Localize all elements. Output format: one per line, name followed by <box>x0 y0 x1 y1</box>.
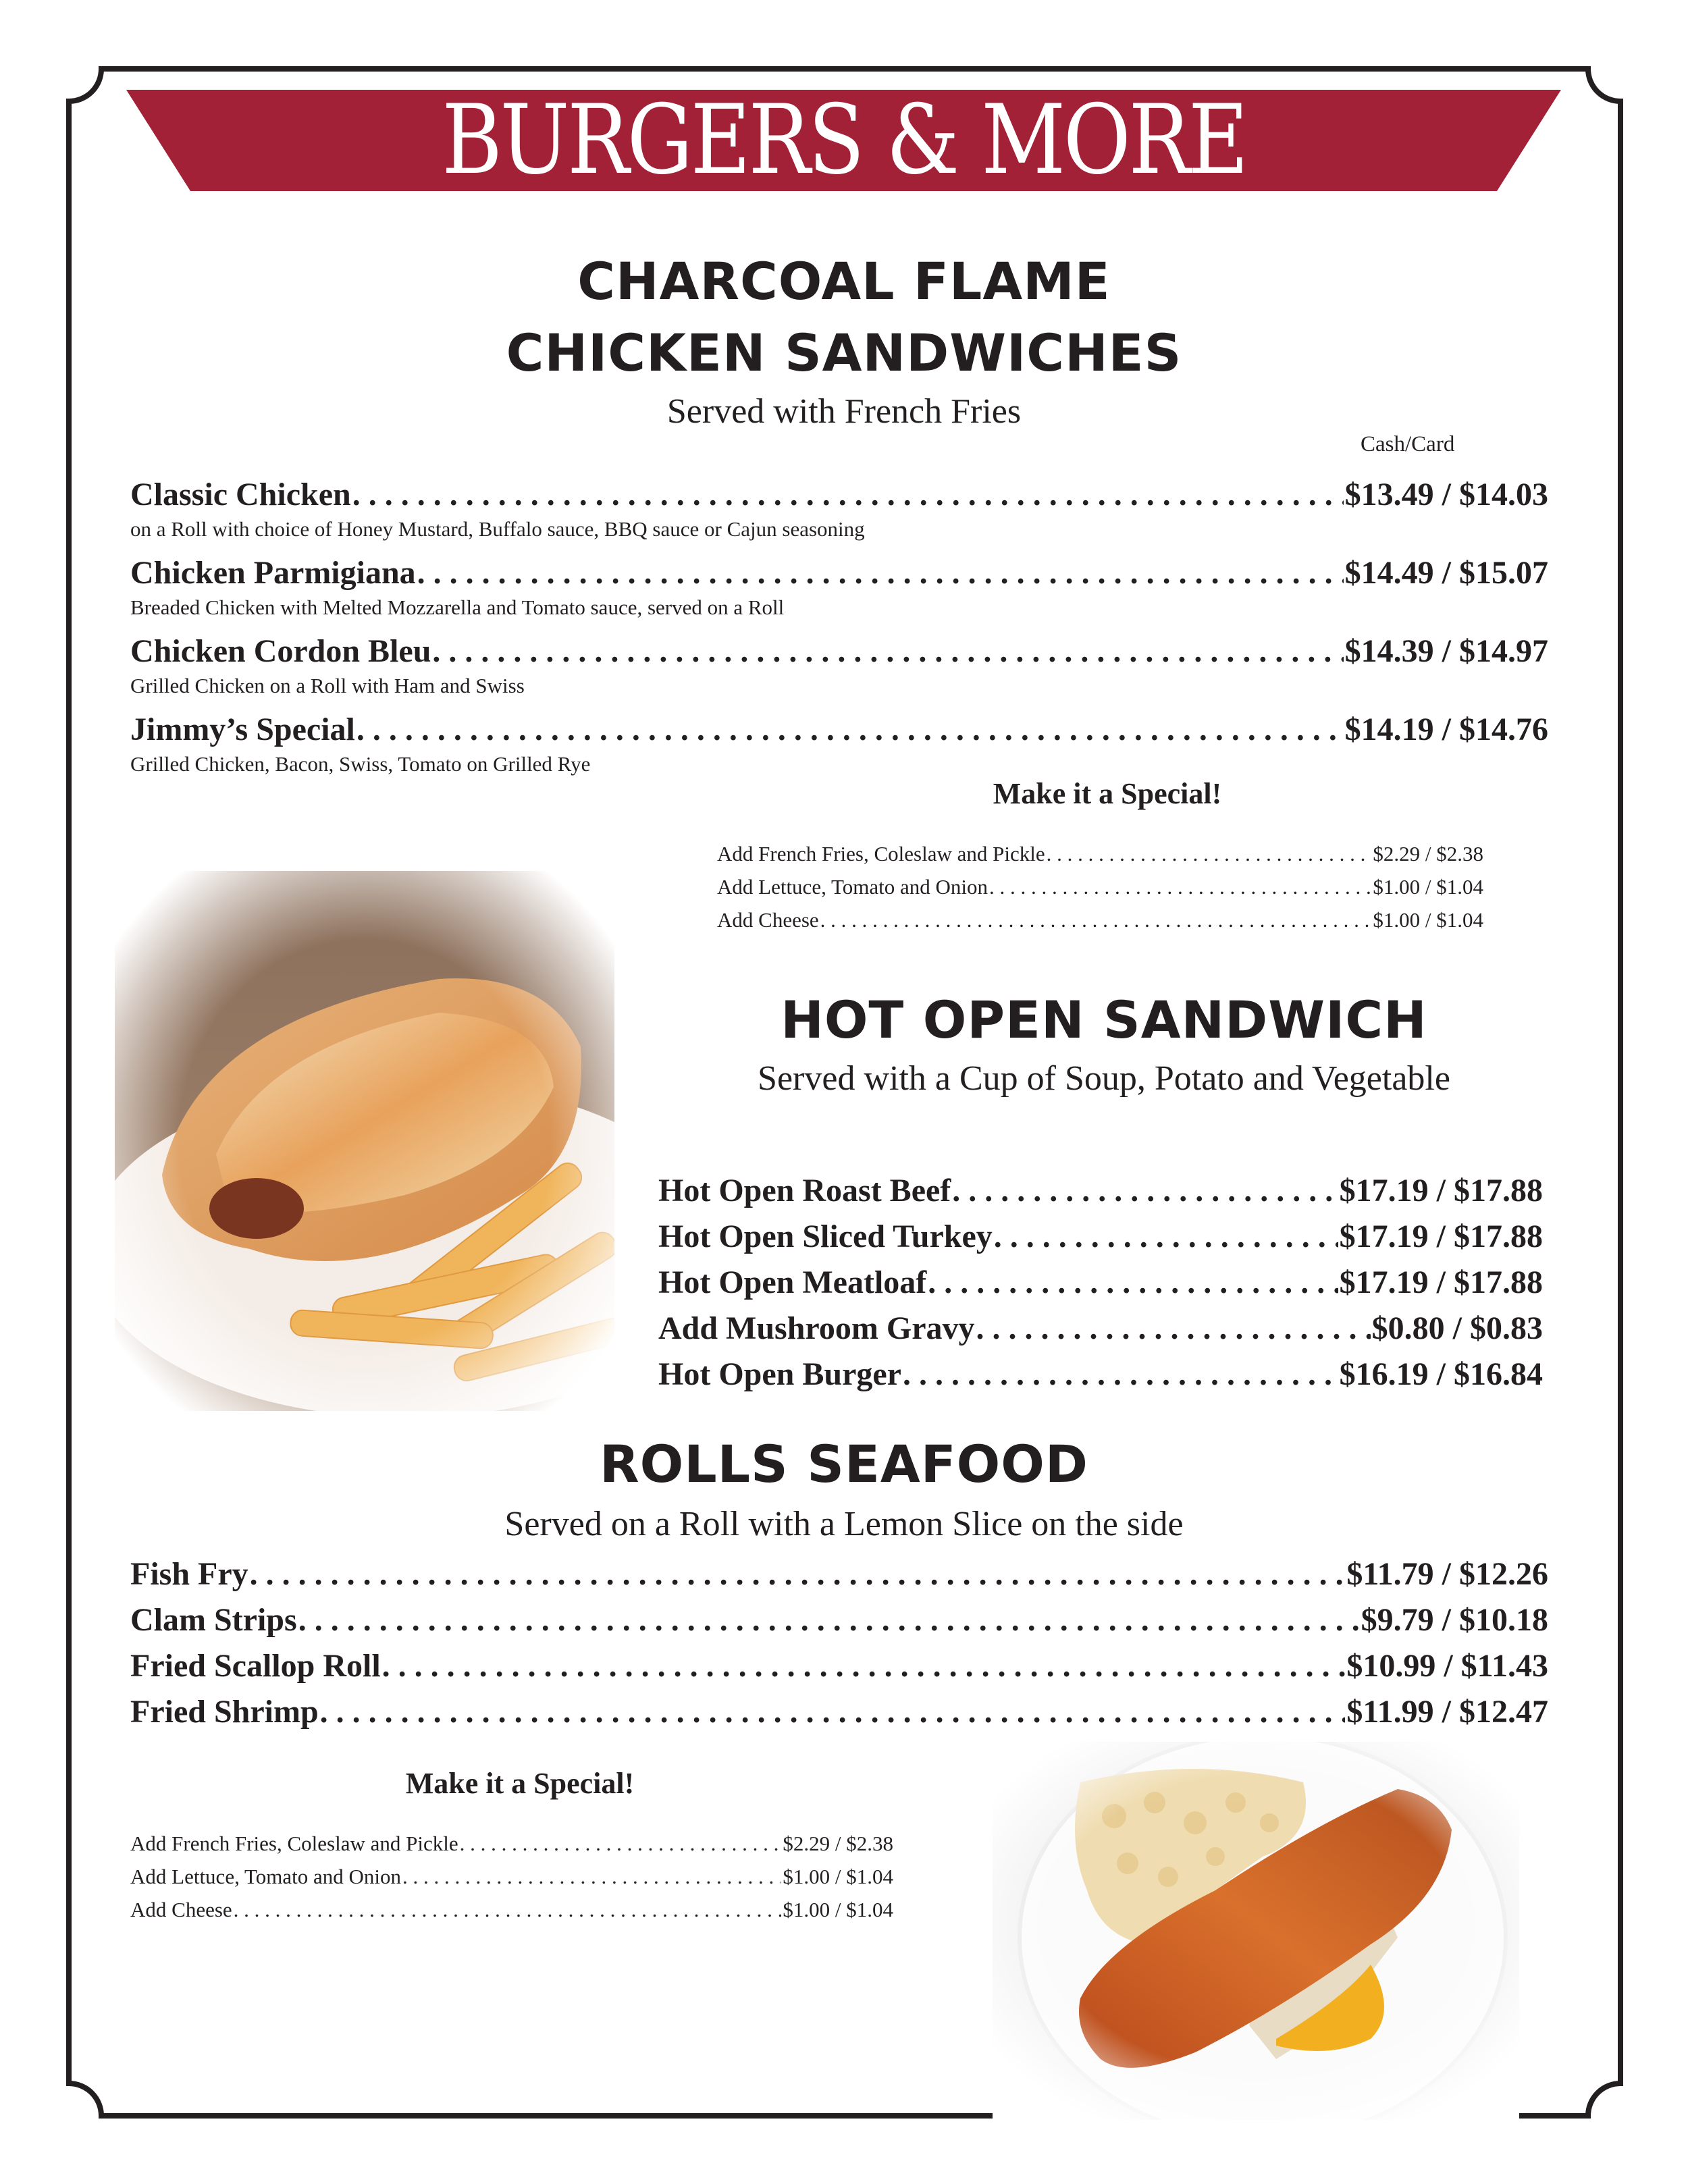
leader-dots <box>298 1600 1360 1641</box>
leader-dots <box>234 1896 782 1924</box>
make-it-a-special-heading: Make it a Special! <box>405 1767 635 1800</box>
menu-item-fried-scallop-roll <box>130 1646 1548 1686</box>
menu-item-chicken-parmigiana <box>130 553 1548 593</box>
item-name: Hot Open Roast Beef <box>658 1173 951 1208</box>
item-price: $11.99 / $12.47 <box>1346 1694 1548 1730</box>
addon-name: Add Lettuce, Tomato and Onion <box>130 1865 402 1888</box>
leader-dots <box>432 631 1343 672</box>
item-name: Hot Open Meatloaf <box>658 1264 927 1300</box>
leader-dots <box>460 1830 782 1858</box>
price-column-header: Cash/Card <box>1361 432 1455 456</box>
item-price: $10.99 / $11.43 <box>1346 1648 1548 1684</box>
addon-name: Add Cheese <box>130 1898 232 1921</box>
item-price: $14.39 / $14.97 <box>1344 633 1548 669</box>
section-subtitle-chicken: Served with French Fries <box>666 392 1022 431</box>
menu-item-fish-fry <box>130 1554 1548 1595</box>
item-price: $14.49 / $15.07 <box>1344 555 1548 591</box>
item-price: $9.79 / $10.18 <box>1361 1602 1548 1638</box>
addon-name: Add French Fries, Coleslaw and Pickle <box>130 1832 458 1855</box>
menu-title: BURGERS & MORE <box>442 84 1246 196</box>
menu-item-classic-chicken <box>130 475 1548 515</box>
leader-dots <box>994 1217 1338 1257</box>
menu-item-fried-shrimp <box>130 1692 1548 1732</box>
item-name: Hot Open Sliced Turkey <box>658 1219 993 1254</box>
item-price: $14.19 / $14.76 <box>1344 712 1548 747</box>
addon-price: $1.00 / $1.04 <box>1373 875 1483 899</box>
addon-name: Add Lettuce, Tomato and Onion <box>717 875 988 899</box>
menu-item-chicken-cordon-bleu <box>130 631 1548 672</box>
special-addon-lettuce-tomato-onion <box>130 1863 893 1891</box>
menu-item-hot-open-sliced-turkey <box>658 1217 1543 1257</box>
addon-price: $1.00 / $1.04 <box>783 1898 893 1921</box>
special-addon-lettuce-tomato-onion <box>717 873 1483 901</box>
special-addon-fries-coleslaw-pickle <box>717 840 1483 868</box>
section-title-chicken-line1: CHARCOAL FLAME <box>577 251 1111 311</box>
fish-fry-photo <box>993 1742 1519 2120</box>
item-name: Hot Open Burger <box>658 1356 901 1392</box>
item-price: $17.19 / $17.88 <box>1339 1264 1543 1300</box>
item-description: Breaded Chicken with Melted Mozzarella and Tomato sauce, served on a Roll <box>130 595 785 619</box>
addon-price: $2.29 / $2.38 <box>783 1832 893 1855</box>
addon-name: Add French Fries, Coleslaw and Pickle <box>717 842 1045 865</box>
menu-item-jimmys-special <box>130 710 1548 750</box>
section-title-chicken-line2: CHICKEN SANDWICHES <box>506 323 1182 383</box>
menu-item-clam-strips <box>130 1600 1548 1641</box>
item-price: $17.19 / $17.88 <box>1339 1219 1543 1254</box>
item-name: Fish Fry <box>130 1556 248 1592</box>
leader-dots <box>402 1863 781 1891</box>
leader-dots <box>417 553 1344 593</box>
leader-dots <box>976 1308 1371 1349</box>
leader-dots <box>820 906 1372 934</box>
special-addon-cheese <box>130 1896 893 1924</box>
item-description: Grilled Chicken on a Roll with Ham and Swiss <box>130 674 525 697</box>
chicken-parmigiana-photo <box>115 871 614 1411</box>
item-description: Grilled Chicken, Bacon, Swiss, Tomato on Grilled Rye <box>130 752 591 776</box>
make-it-a-special-heading: Make it a Special! <box>993 777 1222 810</box>
item-name: Classic Chicken <box>130 477 351 512</box>
item-name: Chicken Parmigiana <box>130 555 416 591</box>
section-subtitle-rolls-seafood: Served on a Roll with a Lemon Slice on the side <box>504 1505 1184 1543</box>
leader-dots <box>1047 840 1372 868</box>
section-subtitle-hot-open-sandwich: Served with a Cup of Soup, Potato and Vegetable <box>758 1059 1450 1098</box>
leader-dots <box>952 1171 1338 1211</box>
item-name: Fried Shrimp <box>130 1694 319 1730</box>
item-price: $13.49 / $14.03 <box>1344 477 1548 512</box>
item-price: $11.79 / $12.26 <box>1346 1556 1548 1592</box>
menu-item-add-mushroom-gravy <box>658 1308 1543 1349</box>
leader-dots <box>352 475 1344 515</box>
addon-name: Add Cheese <box>717 908 819 932</box>
leader-dots <box>382 1646 1346 1686</box>
item-name: Clam Strips <box>130 1602 297 1638</box>
special-addon-fries-coleslaw-pickle <box>130 1830 893 1858</box>
item-name: Chicken Cordon Bleu <box>130 633 431 669</box>
addon-price: $1.00 / $1.04 <box>783 1865 893 1888</box>
item-name: Fried Scallop Roll <box>130 1648 381 1684</box>
leader-dots <box>903 1354 1338 1395</box>
addon-price: $2.29 / $2.38 <box>1373 842 1483 865</box>
leader-dots <box>928 1262 1338 1303</box>
item-price: $0.80 / $0.83 <box>1371 1310 1543 1346</box>
menu-item-hot-open-burger <box>658 1354 1543 1395</box>
section-title-hot-open-sandwich: HOT OPEN SANDWICH <box>781 990 1427 1050</box>
leader-dots <box>989 873 1371 901</box>
section-title-rolls-seafood: ROLLS SEAFOOD <box>600 1434 1088 1494</box>
item-price: $16.19 / $16.84 <box>1339 1356 1543 1392</box>
menu-item-hot-open-meatloaf <box>658 1262 1543 1303</box>
item-name: Add Mushroom Gravy <box>658 1310 975 1346</box>
leader-dots <box>320 1692 1346 1732</box>
special-addon-cheese <box>717 906 1483 934</box>
item-name: Jimmy’s Special <box>130 712 355 747</box>
item-price: $17.19 / $17.88 <box>1339 1173 1543 1208</box>
leader-dots <box>357 710 1344 750</box>
item-description: on a Roll with choice of Honey Mustard, Buffalo sauce, BBQ sauce or Cajun seasoning <box>130 517 865 541</box>
menu-item-hot-open-roast-beef <box>658 1171 1543 1211</box>
leader-dots <box>250 1554 1346 1595</box>
addon-price: $1.00 / $1.04 <box>1373 908 1483 932</box>
